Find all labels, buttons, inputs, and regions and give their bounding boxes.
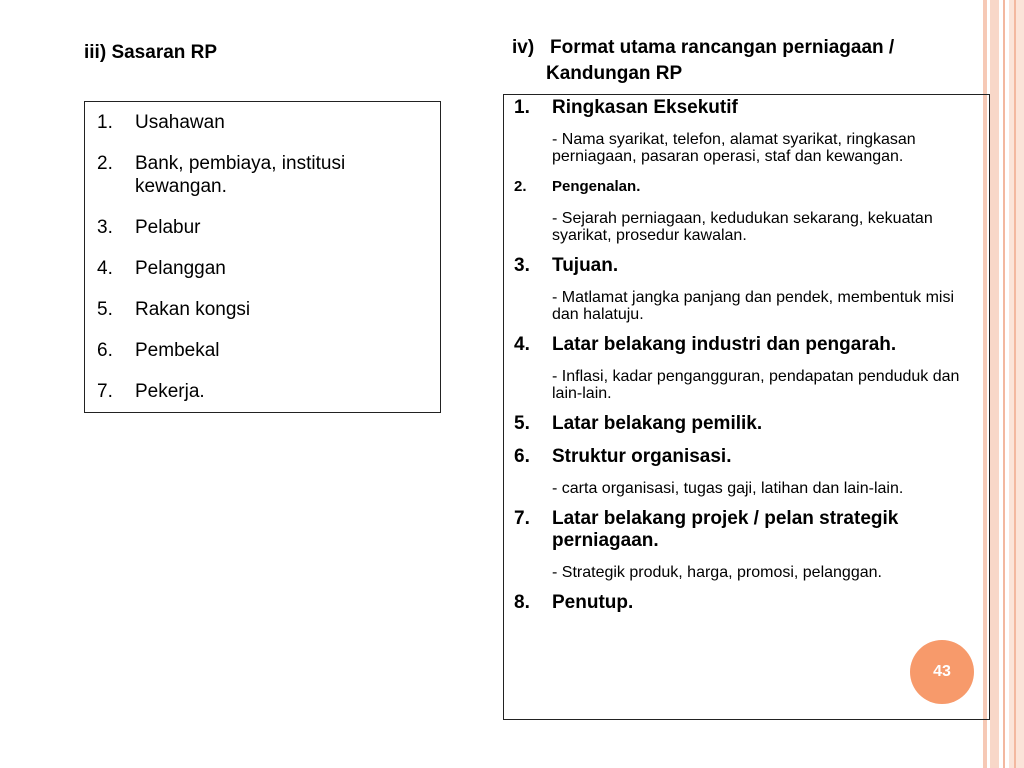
left-heading: iii) Sasaran RP [84, 42, 218, 63]
decor-stripe [1003, 0, 1005, 768]
content-item: 3. Tujuan. - Matlamat jangka panjang dan pendek, membentuk misi dan halatuju. [514, 255, 983, 323]
content-title: Pengenalan. [552, 178, 641, 195]
content-title: Latar belakang projek / pelan strategik perniagaan. [552, 508, 899, 551]
content-title: Latar belakang industri dan pengarah. [552, 334, 897, 355]
page-number-badge: 43 [910, 640, 974, 704]
decor-stripe [1014, 0, 1016, 768]
right-heading [512, 35, 894, 87]
heading-line: Kandungan RP [546, 63, 683, 84]
heading-line: Format utama rancangan perniagaan / [550, 37, 895, 58]
content-item: 4. Latar belakang industri dan pengarah. - Inflasi, kadar pengangguran, pendapatan penduduk dan lain-lain. [514, 334, 983, 402]
content-title: Penutup. [552, 592, 634, 613]
list-item: 3. Pelabur [97, 217, 201, 238]
list-item: 6. Pembekal [97, 340, 220, 361]
list-item: 4. Pelanggan [97, 258, 226, 279]
list-item: 2. Bank, pembiaya, institusi kewangan. [97, 153, 346, 197]
heading-number: iv) [512, 37, 535, 58]
decor-stripe [1009, 0, 1024, 768]
list-item: 7. Pekerja. [97, 381, 205, 402]
content-item: 8. Penutup. [514, 592, 983, 614]
target-list-box [84, 101, 441, 413]
content-desc: - carta organisasi, tugas gaji, latihan dan lain-lain. [552, 480, 904, 497]
target-list [97, 111, 432, 403]
content-desc: - Nama syarikat, telefon, alamat syarikat, ringkasan perniagaan, pasaran operasi, staf dan kewangan. [552, 131, 916, 165]
list-item: 1. Usahawan [97, 112, 225, 133]
content-desc: - Sejarah perniagaan, kedudukan sekarang, kekuatan syarikat, prosedur kawalan. [552, 210, 933, 244]
content-item: 6. Struktur organisasi. - carta organisasi, tugas gaji, latihan dan lain-lain. [514, 446, 983, 497]
content-item: 2. Pengenalan. - Sejarah perniagaan, kedudukan sekarang, kekuatan syarikat, prosedur kawalan. [514, 176, 983, 244]
decor-stripe [990, 0, 999, 768]
content-title: Tujuan. [552, 255, 619, 276]
content-item: 1. Ringkasan Eksekutif - Nama syarikat, telefon, alamat syarikat, ringkasan perniagaan, pasaran operasi, staf dan kewangan. [514, 97, 983, 165]
content-title: Ringkasan Eksekutif [552, 97, 738, 118]
content-desc: - Strategik produk, harga, promosi, pelanggan. [552, 564, 882, 581]
content-desc: - Matlamat jangka panjang dan pendek, membentuk misi dan halatuju. [552, 289, 954, 323]
contents-box [503, 94, 990, 720]
content-item: 5. Latar belakang pemilik. [514, 413, 983, 435]
content-title: Struktur organisasi. [552, 446, 732, 467]
list-item: 5. Rakan kongsi [97, 299, 251, 320]
content-item: 7. Latar belakang projek / pelan strategik perniagaan. - Strategik produk, harga, promosi, pelanggan. [514, 508, 983, 581]
content-title: Latar belakang pemilik. [552, 413, 763, 434]
content-desc: - Inflasi, kadar pengangguran, pendapatan penduduk dan lain-lain. [552, 368, 960, 402]
